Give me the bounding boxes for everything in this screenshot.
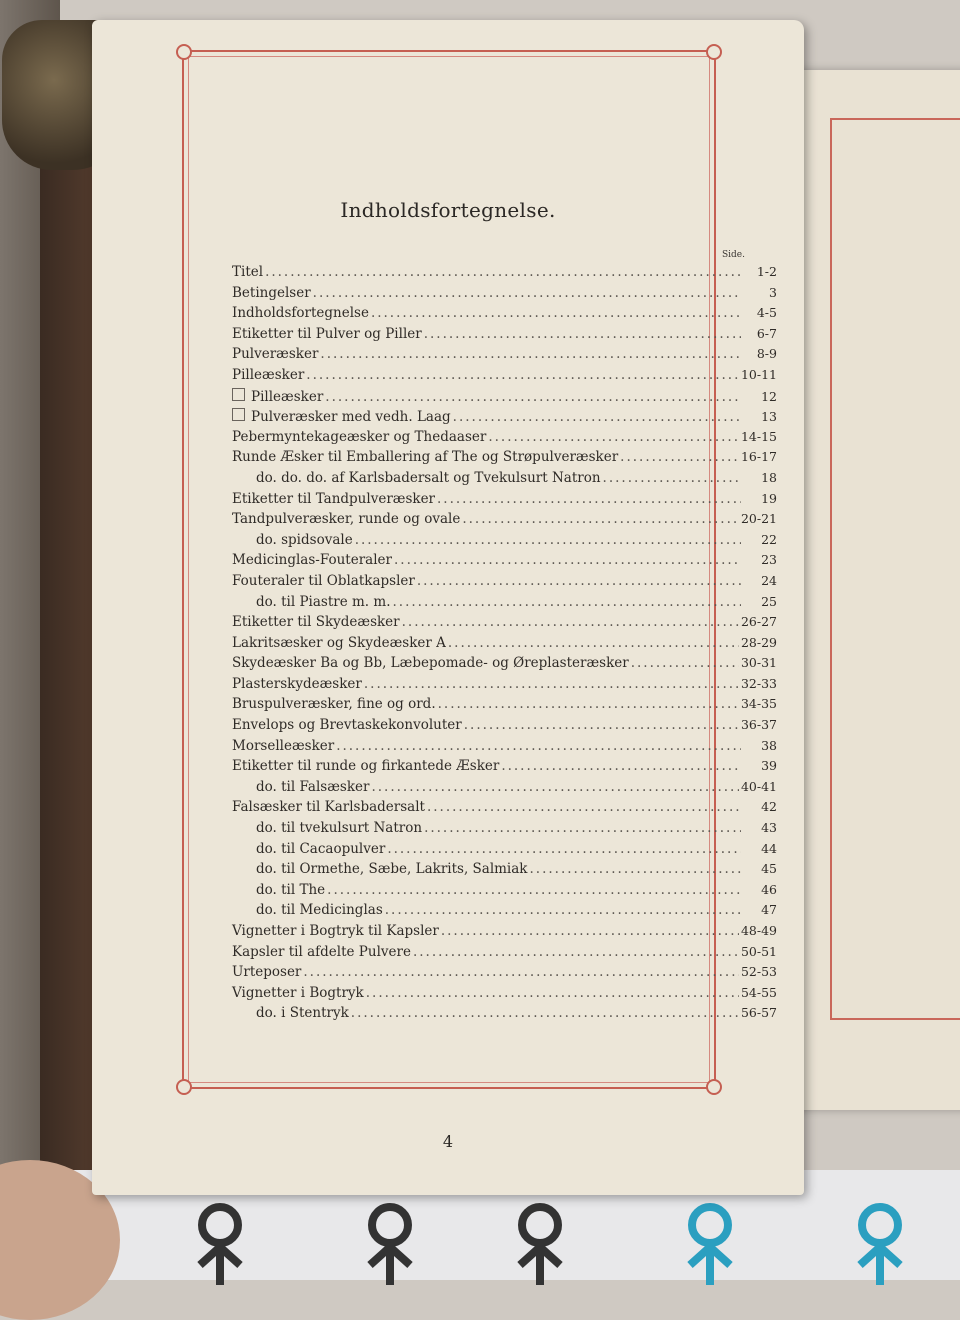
leader-dots bbox=[366, 985, 739, 1001]
leader-dots bbox=[313, 285, 741, 301]
toc-entry-page: 36-37 bbox=[740, 717, 777, 733]
leader-dots bbox=[336, 738, 741, 754]
toc-entry bbox=[232, 923, 777, 944]
toc-entry-page: 1-2 bbox=[756, 264, 777, 279]
toc-entry-page: 26-27 bbox=[740, 614, 777, 630]
toc-entry bbox=[232, 882, 777, 903]
leader-dots bbox=[462, 511, 739, 527]
toc-entry-title: Etiketter til Pulver og Piller bbox=[232, 325, 422, 342]
toc-entry-page: 12 bbox=[761, 388, 777, 404]
toc-entry bbox=[232, 511, 777, 532]
toc-entry-title: Runde Æsker til Emballering af The og Strøpulveræsker bbox=[232, 449, 619, 466]
toc-entry-page: 23 bbox=[761, 552, 777, 568]
toc-entry bbox=[232, 614, 777, 635]
toc-entry-title: Titel bbox=[232, 264, 264, 280]
toc-entry bbox=[232, 264, 777, 285]
page-number: 4 bbox=[442, 1132, 454, 1151]
toc-entry-title: Indholdsfortegnelse bbox=[232, 305, 369, 322]
toc-entry-title: Morselleæsker bbox=[232, 737, 335, 754]
toc-entry-title: Vignetter i Bogtryk til Kapsler bbox=[232, 923, 439, 939]
leader-dots bbox=[325, 389, 741, 405]
toc-entry bbox=[232, 1005, 777, 1026]
toc-entry-page: 22 bbox=[761, 531, 777, 547]
toc-entry-page: 3 bbox=[769, 284, 777, 300]
toc-entry-title: Etiketter til Tandpulveræsker bbox=[232, 490, 436, 507]
toc-entry bbox=[232, 594, 777, 615]
leader-dots bbox=[453, 409, 741, 425]
toc-entry bbox=[232, 902, 777, 923]
toc-entry-page: 56-57 bbox=[740, 1005, 777, 1021]
leader-dots bbox=[417, 573, 741, 589]
fabric-motif bbox=[510, 1195, 570, 1285]
toc-entry-title: Pebermyntekageæsker og Thedaaser bbox=[232, 428, 487, 445]
frame-corner-ornament bbox=[706, 44, 722, 60]
toc-entry bbox=[232, 861, 777, 882]
leader-dots bbox=[620, 449, 739, 465]
toc-entry-title: Pilleæsker bbox=[251, 388, 324, 405]
toc-entry-page: 32-33 bbox=[740, 675, 777, 691]
leader-dots bbox=[424, 326, 741, 342]
toc-entry bbox=[232, 944, 777, 965]
toc-entry-page: 28-29 bbox=[740, 634, 777, 650]
toc-entry-page: 45 bbox=[761, 861, 777, 877]
toc-entry-page: 20-21 bbox=[740, 511, 777, 527]
toc-entry-page: 13 bbox=[761, 409, 777, 425]
toc-entry-title: Skydeæsker Ba og Bb, Læbepomade- og Øreplasteræsker bbox=[232, 655, 629, 672]
toc-entry bbox=[232, 491, 777, 512]
table-of-contents bbox=[232, 264, 777, 1026]
toc-entry-title: do. do. do. af Karlsbadersalt og Tvekulsurt Natron bbox=[256, 469, 601, 486]
toc-entry bbox=[232, 964, 777, 985]
toc-entry bbox=[232, 326, 777, 347]
toc-entry-page: 4-5 bbox=[756, 305, 777, 321]
toc-entry bbox=[232, 470, 777, 491]
toc-entry-title: Envelops og Brevtaskekonvoluter bbox=[232, 717, 462, 734]
leader-dots bbox=[364, 676, 739, 692]
fabric-motif bbox=[850, 1195, 910, 1285]
leader-dots bbox=[413, 944, 739, 960]
page-column-label: Side. bbox=[722, 250, 745, 260]
toc-entry bbox=[232, 367, 777, 388]
toc-entry-title: do. til Falsæsker bbox=[256, 778, 370, 795]
toc-entry-page: 25 bbox=[761, 593, 777, 609]
fabric-motif bbox=[190, 1195, 250, 1285]
checkbox-icon bbox=[232, 388, 245, 401]
toc-entry-title: Bruspulveræsker, fine og ord. bbox=[232, 696, 436, 713]
leader-dots bbox=[265, 264, 741, 280]
toc-entry-page: 19 bbox=[761, 490, 777, 506]
toc-entry-page: 46 bbox=[761, 881, 777, 897]
leader-dots bbox=[306, 367, 739, 383]
toc-entry bbox=[232, 552, 777, 573]
toc-entry bbox=[232, 346, 777, 367]
leader-dots bbox=[448, 635, 739, 651]
leader-dots bbox=[387, 841, 741, 857]
toc-entry-page: 18 bbox=[761, 469, 777, 485]
toc-entry bbox=[232, 779, 777, 800]
frame-corner-ornament bbox=[176, 1079, 192, 1095]
toc-entry-title: Kapsler til afdelte Pulvere bbox=[232, 943, 411, 960]
leader-dots bbox=[351, 1005, 739, 1021]
toc-entry-title: Medicinglas-Fouteraler bbox=[232, 552, 392, 569]
toc-entry-page: 16-17 bbox=[740, 449, 777, 465]
toc-entry-page: 44 bbox=[761, 840, 777, 856]
leader-dots bbox=[355, 532, 741, 548]
toc-entry-title: do. til Piastre m. m. bbox=[256, 593, 391, 610]
leader-dots bbox=[501, 758, 741, 774]
fabric-motif bbox=[360, 1195, 420, 1285]
leader-dots bbox=[631, 655, 739, 671]
toc-entry-page: 48-49 bbox=[740, 923, 777, 938]
toc-entry-page: 54-55 bbox=[740, 984, 777, 1000]
leader-dots bbox=[394, 552, 741, 568]
toc-entry-title: Urteposer bbox=[232, 964, 302, 981]
leader-dots bbox=[371, 779, 739, 795]
right-page-frame bbox=[830, 118, 960, 1020]
toc-entry-page: 52-53 bbox=[740, 964, 777, 980]
document-page bbox=[92, 20, 804, 1195]
leader-dots bbox=[327, 882, 741, 898]
leader-dots bbox=[603, 470, 741, 486]
toc-entry-title: Fouteraler til Oblatkapsler bbox=[232, 572, 415, 589]
toc-entry-page: 24 bbox=[761, 572, 777, 588]
right-page bbox=[800, 70, 960, 1110]
frame-corner-ornament bbox=[706, 1079, 722, 1095]
leader-dots bbox=[303, 964, 739, 980]
toc-entry bbox=[232, 738, 777, 759]
toc-entry-page: 43 bbox=[761, 820, 777, 836]
leader-dots bbox=[385, 902, 741, 918]
toc-entry bbox=[232, 532, 777, 553]
page-title: Indholdsfortegnelse. bbox=[340, 198, 556, 222]
toc-entry-page: 42 bbox=[761, 799, 777, 815]
toc-entry-title: do. i Stentryk bbox=[256, 1005, 349, 1022]
toc-entry-title: Pulveræsker med vedh. Laag bbox=[251, 409, 451, 426]
toc-entry bbox=[232, 655, 777, 676]
toc-entry bbox=[232, 758, 777, 779]
leader-dots bbox=[441, 923, 739, 939]
fabric-motif bbox=[680, 1195, 740, 1285]
leader-dots bbox=[424, 820, 741, 836]
toc-entry-title: do. til Cacaopulver bbox=[256, 840, 386, 857]
toc-entry-title: Lakritsæsker og Skydeæsker A bbox=[232, 634, 446, 651]
toc-entry bbox=[232, 841, 777, 862]
leader-dots bbox=[529, 861, 741, 877]
toc-entry bbox=[232, 305, 777, 326]
toc-entry bbox=[232, 717, 777, 738]
toc-entry-page: 39 bbox=[761, 758, 777, 774]
toc-entry-title: Betingelser bbox=[232, 284, 311, 301]
toc-entry-title: Etiketter til Skydeæsker bbox=[232, 614, 400, 631]
toc-entry-title: do. til The bbox=[256, 881, 326, 898]
toc-entry-page: 10-11 bbox=[740, 366, 777, 382]
toc-entry bbox=[232, 820, 777, 841]
toc-entry-page: 6-7 bbox=[756, 325, 777, 341]
toc-entry-page: 47 bbox=[761, 902, 777, 918]
toc-entry bbox=[232, 985, 777, 1006]
checkbox-icon bbox=[232, 408, 245, 421]
leader-dots bbox=[392, 594, 741, 610]
toc-entry-page: 38 bbox=[761, 737, 777, 753]
toc-entry-title: Tandpulveræsker, runde og ovale bbox=[232, 511, 461, 528]
toc-entry-page: 34-35 bbox=[740, 696, 777, 712]
toc-entry-title: Plasterskydeæsker bbox=[232, 675, 362, 692]
toc-entry-title: Pulveræsker bbox=[232, 346, 319, 363]
toc-entry bbox=[232, 635, 777, 656]
toc-entry bbox=[232, 676, 777, 697]
toc-entry-title: do. til tvekulsurt Natron bbox=[256, 820, 423, 837]
toc-entry bbox=[232, 696, 777, 717]
toc-entry bbox=[232, 408, 777, 429]
leader-dots bbox=[371, 305, 741, 321]
leader-dots bbox=[402, 614, 739, 630]
toc-entry-page: 50-51 bbox=[740, 943, 777, 959]
toc-entry bbox=[232, 449, 777, 470]
leader-dots bbox=[488, 429, 739, 445]
toc-entry-page: 40-41 bbox=[740, 778, 777, 794]
toc-entry-title: Etiketter til runde og firkantede Æsker bbox=[232, 758, 500, 775]
leader-dots bbox=[437, 491, 741, 507]
toc-entry bbox=[232, 388, 777, 409]
leader-dots bbox=[464, 717, 739, 733]
toc-entry-title: Pilleæsker bbox=[232, 366, 305, 383]
leader-dots bbox=[427, 799, 741, 815]
toc-entry-title: do. til Medicinglas bbox=[256, 902, 383, 919]
toc-entry-page: 30-31 bbox=[740, 655, 777, 671]
toc-entry bbox=[232, 429, 777, 450]
toc-entry-title: Falsæsker til Karlsbadersalt bbox=[232, 799, 425, 816]
toc-entry bbox=[232, 573, 777, 594]
toc-entry bbox=[232, 285, 777, 306]
toc-entry-title: do. til Ormethe, Sæbe, Lakrits, Salmiak bbox=[256, 861, 528, 878]
leader-dots bbox=[320, 346, 741, 362]
toc-entry-title: Vignetter i Bogtryk bbox=[232, 984, 364, 1001]
leader-dots bbox=[438, 696, 739, 712]
toc-entry-page: 8-9 bbox=[756, 346, 777, 362]
toc-entry-title: do. spidsovale bbox=[256, 531, 353, 548]
toc-entry-page: 14-15 bbox=[740, 428, 777, 444]
frame-corner-ornament bbox=[176, 44, 192, 60]
toc-entry bbox=[232, 799, 777, 820]
